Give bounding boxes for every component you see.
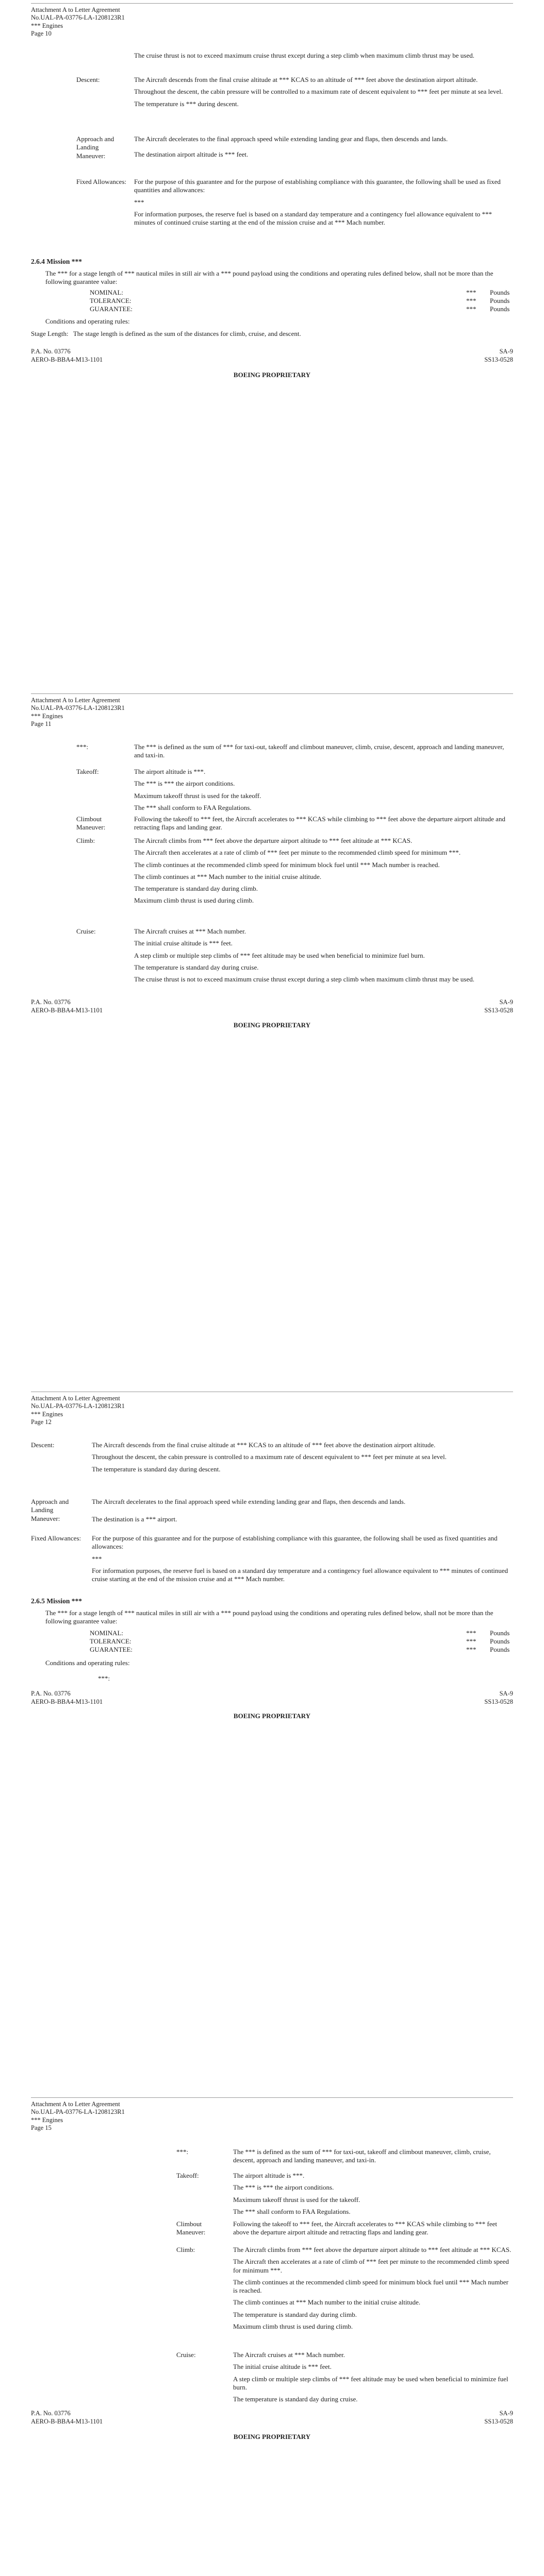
paragraph: The Aircraft cruises at *** Mach number. bbox=[134, 927, 246, 935]
guarantee-value: *** bbox=[466, 1629, 476, 1637]
footer-sa: SA-9 bbox=[499, 998, 513, 1006]
row-block-definition bbox=[31, 743, 513, 766]
conditions-label: Conditions and operating rules: bbox=[45, 317, 130, 325]
paragraph: The temperature is standard day during cruise. bbox=[233, 2395, 358, 2403]
row-label: Climbout Maneuver: bbox=[76, 815, 106, 832]
paragraph: The Aircraft cruises at *** Mach number. bbox=[233, 2351, 345, 2359]
header-line: Page 15 bbox=[31, 2124, 52, 2131]
row-label: ***: bbox=[76, 743, 89, 751]
stage-label: Stage Length: bbox=[31, 330, 69, 337]
paragraph: The *** is *** the airport conditions. bbox=[233, 2183, 334, 2192]
footer-pa: P.A. No. 03776 bbox=[31, 2410, 71, 2417]
paragraph: The *** shall conform to FAA Regulations. bbox=[233, 2207, 351, 2215]
row-label: Climb: bbox=[176, 2246, 195, 2253]
footer-ss: SS13-0528 bbox=[484, 1698, 513, 1705]
block-label: ***: bbox=[98, 1674, 110, 1682]
paragraph: The *** shall conform to FAA Regulations. bbox=[134, 803, 252, 811]
page-header bbox=[31, 6, 125, 38]
paragraph: Maximum climb thrust is used during climb. bbox=[134, 896, 254, 905]
guarantee-value: *** bbox=[466, 1646, 476, 1653]
paragraph: The *** is defined as the sum of *** for taxi-out, takeoff and climbout maneuver, climb, cruise, descent, approach and landing maneuver, and taxi-in. bbox=[134, 743, 504, 759]
paragraph: The temperature is standard day during climb. bbox=[134, 885, 258, 892]
row-label: Climbout Maneuver: bbox=[176, 2220, 206, 2236]
page-footer bbox=[31, 1690, 513, 1708]
footer-ss: SS13-0528 bbox=[484, 2417, 513, 2425]
paragraph: The Aircraft decelerates to the final approach speed while extending landing gear and flaps, then descends and lands. bbox=[92, 1498, 406, 1505]
row-label: Takeoff: bbox=[76, 768, 99, 775]
section-mission bbox=[31, 1597, 513, 1700]
guarantee-name: NOMINAL: bbox=[90, 289, 123, 296]
row-label: Approach and Landing Maneuver: bbox=[31, 1498, 69, 1522]
paragraph: For information purposes, the reserve fuel is based on a standard day temperature and a contingency fuel allowance equivalent to *** minutes of continued cruise starting at the end of the mission cruise and at *** Mach number. bbox=[92, 1566, 508, 1583]
row-block-definition bbox=[31, 2148, 513, 2171]
header-line: Attachment A to Letter Agreement bbox=[31, 697, 120, 704]
footer-pa: P.A. No. 03776 bbox=[31, 1690, 71, 1697]
section-title: 2.6.4 Mission *** bbox=[31, 258, 83, 265]
paragraph: The destination airport altitude is *** feet. bbox=[134, 150, 249, 159]
row-label: ***: bbox=[176, 2148, 189, 2156]
header-line: No.UAL-PA-03776-LA-1208123R1 bbox=[31, 1402, 125, 1410]
paragraph: The initial cruise altitude is *** feet. bbox=[134, 939, 233, 947]
proprietary-notice: BOEING PROPRIETARY bbox=[233, 2433, 311, 2441]
paragraph: The Aircraft descends from the final cruise altitude at *** KCAS to an altitude of *** feet above the destination airport altitude. bbox=[92, 1441, 436, 1449]
paragraph: The Aircraft then accelerates at a rate of climb of *** feet per minute to the recommended climb speed for minimum ***. bbox=[134, 849, 461, 857]
paragraph: Maximum takeoff thrust is used for the takeoff. bbox=[233, 2195, 360, 2204]
proprietary-notice: BOEING PROPRIETARY bbox=[233, 1712, 311, 1720]
page-header bbox=[31, 1395, 125, 1426]
row-fixed-allowances bbox=[31, 178, 513, 252]
row-climb bbox=[31, 837, 513, 927]
row-label: Descent: bbox=[76, 76, 100, 83]
header-line: *** Engines bbox=[31, 2116, 63, 2124]
stage-length bbox=[31, 330, 513, 338]
paragraph: The climb continues at *** Mach number to the initial cruise altitude. bbox=[134, 872, 322, 880]
row-climbout bbox=[31, 815, 513, 837]
row-label: Climb: bbox=[76, 837, 95, 844]
footer-aero: AERO-B-BBA4-M13-1101 bbox=[31, 355, 103, 363]
footer-sa: SA-9 bbox=[499, 348, 513, 355]
row-label: Approach and Landing Maneuver: bbox=[76, 135, 114, 160]
page-header bbox=[31, 697, 125, 728]
page-footer bbox=[31, 998, 513, 1017]
header-line: *** Engines bbox=[31, 22, 63, 29]
section-title: 2.6.5 Mission *** bbox=[31, 1597, 83, 1605]
paragraph: *** bbox=[92, 1554, 102, 1563]
document-page-11 bbox=[0, 690, 544, 1283]
guarantee-unit: Pounds bbox=[490, 289, 510, 296]
paragraph: The Aircraft climbs from *** feet above the departure airport altitude to *** feet altitude at *** KCAS. bbox=[233, 2246, 512, 2253]
row-label: Fixed Allowances: bbox=[76, 178, 127, 185]
guarantee-value: *** bbox=[466, 289, 476, 296]
row-climbout bbox=[31, 2220, 513, 2245]
footer-pa: P.A. No. 03776 bbox=[31, 998, 71, 1006]
header-line: *** Engines bbox=[31, 712, 63, 720]
row-approach-landing bbox=[31, 135, 513, 176]
page-header bbox=[31, 2100, 125, 2132]
paragraph: The Aircraft descends from the final cruise altitude at *** KCAS to an altitude of *** feet above the destination airport altitude. bbox=[134, 76, 478, 83]
row-climb bbox=[31, 2246, 513, 2349]
guarantee-unit: Pounds bbox=[490, 1637, 510, 1645]
paragraph: Following the takeoff to *** feet, the Aircraft accelerates to *** KCAS while climbing to *** feet above the departure airport altitude and retracting flaps and landing gear. bbox=[233, 2220, 498, 2236]
footer-ss: SS13-0528 bbox=[484, 355, 513, 363]
page-footer bbox=[31, 348, 513, 366]
paragraph: The *** is *** the airport conditions. bbox=[134, 779, 235, 788]
row-label: Takeoff: bbox=[176, 2172, 199, 2179]
paragraph: For information purposes, the reserve fuel is based on a standard day temperature and a contingency fuel allowance equivalent to *** minutes of continued cruise starting at the end of the mission cruise and at *** Mach number. bbox=[134, 210, 492, 226]
row-cruise bbox=[31, 2351, 513, 2408]
section-intro: The *** for a stage length of *** nautical miles in still air with a *** pound payload using the conditions and operating rules defined below, shall not be more than the following guarantee value: bbox=[45, 269, 493, 286]
paragraph: The Aircraft climbs from *** feet above the departure airport altitude to *** feet altitude at *** KCAS. bbox=[134, 837, 413, 844]
paragraph: The temperature is standard day during descent. bbox=[92, 1465, 221, 1473]
paragraph: *** bbox=[134, 198, 144, 206]
paragraph: For the purpose of this guarantee and for the purpose of establishing compliance with this guarantee, the following shall be used as fixed quantities and allowances: bbox=[92, 1534, 498, 1551]
document-page-15 bbox=[0, 2094, 544, 2576]
paragraph: Maximum climb thrust is used during climb. bbox=[233, 2322, 353, 2330]
guarantee-unit: Pounds bbox=[490, 305, 510, 313]
row-takeoff bbox=[31, 768, 513, 815]
paragraph: Maximum takeoff thrust is used for the takeoff. bbox=[134, 791, 261, 800]
footer-pa: P.A. No. 03776 bbox=[31, 348, 71, 355]
paragraph: The airport altitude is ***. bbox=[134, 768, 206, 775]
header-line: Attachment A to Letter Agreement bbox=[31, 1395, 120, 1402]
guarantee-value: *** bbox=[466, 305, 476, 313]
top-rule bbox=[31, 693, 513, 694]
guarantee-value: *** bbox=[466, 1637, 476, 1645]
footer-sa: SA-9 bbox=[499, 2410, 513, 2417]
guarantee-name: GUARANTEE: bbox=[90, 305, 133, 313]
paragraph: The cruise thrust is not to exceed maximum cruise thrust except during a step climb when maximum climb thrust may be used. bbox=[134, 52, 474, 59]
guarantee-name: NOMINAL: bbox=[90, 1629, 123, 1637]
guarantee-unit: Pounds bbox=[490, 1646, 510, 1653]
paragraph: The airport altitude is ***. bbox=[233, 2172, 305, 2179]
proprietary-notice: BOEING PROPRIETARY bbox=[233, 1021, 311, 1029]
row-label: Descent: bbox=[31, 1441, 55, 1449]
paragraph: The cruise thrust is not to exceed maximum cruise thrust except during a step climb when maximum climb thrust may be used. bbox=[134, 975, 474, 983]
paragraph: Throughout the descent, the cabin pressure will be controlled to a maximum rate of descent equivalent to *** feet per minute at sea level. bbox=[134, 88, 503, 96]
top-rule bbox=[31, 3, 513, 4]
paragraph: The Aircraft then accelerates at a rate of climb of *** feet per minute to the recommended climb speed for minimum ***. bbox=[233, 2258, 509, 2274]
paragraph: The temperature is standard day during climb. bbox=[233, 2310, 357, 2318]
guarantee-name: TOLERANCE: bbox=[90, 1637, 131, 1645]
paragraph: The temperature is *** during descent. bbox=[134, 99, 239, 108]
footer-aero: AERO-B-BBA4-M13-1101 bbox=[31, 2417, 103, 2425]
row-label: Cruise: bbox=[176, 2351, 196, 2359]
header-line: No.UAL-PA-03776-LA-1208123R1 bbox=[31, 14, 125, 22]
paragraph: The Aircraft decelerates to the final approach speed while extending landing gear and flaps, then descends and lands. bbox=[134, 135, 448, 143]
guarantee-unit: Pounds bbox=[490, 297, 510, 304]
header-line: Attachment A to Letter Agreement bbox=[31, 6, 120, 13]
header-line: Page 10 bbox=[31, 29, 52, 37]
guarantee-unit: Pounds bbox=[490, 1629, 510, 1637]
paragraph: Throughout the descent, the cabin pressure is controlled to a maximum rate of descent equivalent to *** feet per minute at sea level. bbox=[92, 1453, 447, 1461]
stage-text: The stage length is defined as the sum of the distances for climb, cruise, and descent. bbox=[73, 330, 301, 337]
header-line: Page 11 bbox=[31, 720, 52, 727]
row-cruise bbox=[31, 927, 513, 994]
paragraph: The initial cruise altitude is *** feet. bbox=[233, 2363, 332, 2371]
row-label: Cruise: bbox=[76, 927, 96, 935]
footer-aero: AERO-B-BBA4-M13-1101 bbox=[31, 1006, 103, 1014]
paragraph: A step climb or multiple step climbs of *** feet altitude may be used when beneficial to minimize fuel burn. bbox=[134, 951, 425, 959]
paragraph: The *** is defined as the sum of *** for taxi-out, takeoff and climbout maneuver, climb, cruise, descent, approach and landing maneuver, and taxi-in. bbox=[233, 2148, 491, 2164]
paragraph: The temperature is standard day during cruise. bbox=[134, 963, 259, 971]
paragraph: The destination is a *** airport. bbox=[92, 1515, 177, 1523]
row-approach-landing bbox=[31, 1498, 513, 1535]
footer-aero: AERO-B-BBA4-M13-1101 bbox=[31, 1698, 103, 1705]
proprietary-notice: BOEING PROPRIETARY bbox=[233, 371, 311, 379]
header-line: No.UAL-PA-03776-LA-1208123R1 bbox=[31, 704, 125, 712]
row-label: Fixed Allowances: bbox=[31, 1534, 81, 1542]
guarantee-value: *** bbox=[466, 297, 476, 304]
header-line: No.UAL-PA-03776-LA-1208123R1 bbox=[31, 2108, 125, 2116]
header-line: Attachment A to Letter Agreement bbox=[31, 2100, 120, 2108]
paragraph: The climb continues at the recommended climb speed for minimum block fuel until *** Mach number is reached. bbox=[233, 2278, 508, 2294]
footer-ss: SS13-0528 bbox=[484, 1006, 513, 1014]
row-descent bbox=[31, 76, 513, 135]
row-takeoff bbox=[31, 2172, 513, 2219]
row-descent bbox=[31, 1441, 513, 1500]
section-intro: The *** for a stage length of *** nautical miles in still air with a *** pound payload using the conditions and operating rules defined below, shall not be more than the following guarantee value: bbox=[45, 1608, 493, 1625]
conditions-label: Conditions and operating rules: bbox=[45, 1659, 130, 1667]
paragraph: The climb continues at *** Mach number to the initial cruise altitude. bbox=[233, 2298, 421, 2307]
guarantee-name: TOLERANCE: bbox=[90, 297, 131, 304]
header-line: Page 12 bbox=[31, 1418, 52, 1426]
paragraph: For the purpose of this guarantee and for the purpose of establishing compliance with this guarantee, the following shall be used as fixed quantities and allowances: bbox=[134, 178, 501, 194]
top-rule bbox=[31, 2097, 513, 2098]
document-page-12 bbox=[0, 1388, 544, 1981]
paragraph: A step climb or multiple step climbs of *** feet altitude may be used when beneficial to minimize fuel burn. bbox=[233, 2375, 508, 2391]
footer-sa: SA-9 bbox=[499, 1690, 513, 1697]
paragraph: Following the takeoff to *** feet, the Aircraft accelerates to *** KCAS while climbing to *** feet above the departure airport altitude and retracting flaps and landing gear. bbox=[134, 815, 505, 832]
header-line: *** Engines bbox=[31, 1410, 63, 1418]
row-fixed-allowances bbox=[31, 1534, 513, 1596]
paragraph: The climb continues at the recommended climb speed for minimum block fuel until *** Mach number is reached. bbox=[134, 860, 440, 869]
guarantee-name: GUARANTEE: bbox=[90, 1646, 133, 1653]
page-footer bbox=[31, 2410, 513, 2428]
row-cruise-continued bbox=[31, 52, 513, 72]
document-page-10 bbox=[0, 0, 544, 592]
